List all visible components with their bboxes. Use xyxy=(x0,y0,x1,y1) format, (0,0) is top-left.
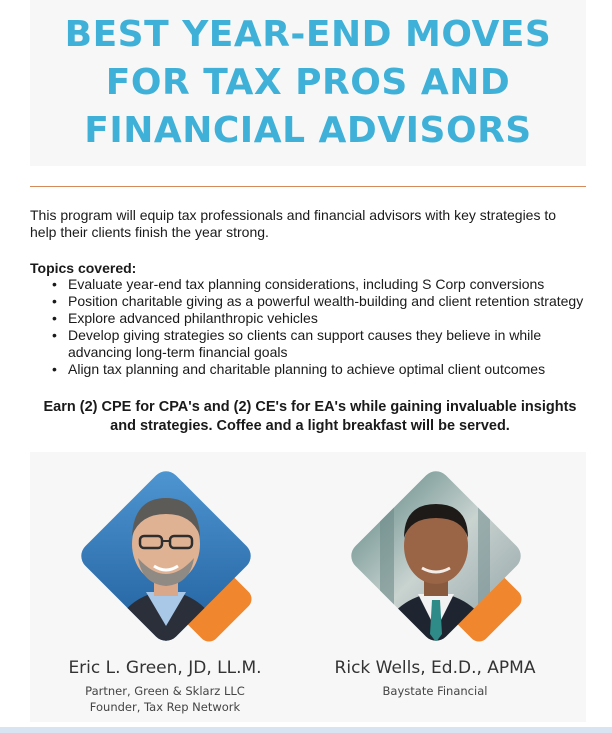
divider xyxy=(30,186,586,187)
speakers-section xyxy=(30,452,586,722)
bullet-icon: • xyxy=(52,361,57,377)
list-item xyxy=(30,310,590,327)
intro-paragraph: This program will equip tax professionals and financial advisors with key strategies to help their clients finish the year strong. xyxy=(30,207,557,240)
speaker-title: Partner, Green & Sklarz LLC xyxy=(85,684,245,698)
topic-text: Align tax planning and charitable planning to achieve optimal client outcomes xyxy=(68,361,546,377)
speaker-affiliation: Founder, Tax Rep Network xyxy=(89,700,241,714)
list-item xyxy=(30,293,590,310)
topic-text: Develop giving strategies so clients can support causes they believe in while advancing long-term financial goals xyxy=(68,327,542,360)
speaker-name: Rick Wells, Ed.D., APMA xyxy=(334,658,536,678)
topic-text: Explore advanced philanthropic vehicles xyxy=(68,310,318,326)
list-item xyxy=(30,361,590,378)
topics-list xyxy=(30,276,590,378)
speaker-photo-rick-wells xyxy=(338,458,534,654)
bullet-icon: • xyxy=(52,293,57,309)
speaker-card-eric-green xyxy=(30,452,300,722)
list-item xyxy=(30,327,590,361)
bottom-bar xyxy=(0,727,612,733)
bullet-icon: • xyxy=(52,276,57,292)
topics-heading: Topics covered: xyxy=(30,260,137,276)
banner-title-line-1: BEST YEAR-END MOVES xyxy=(64,14,552,55)
topic-text: Evaluate year-end tax planning considerations, including S Corp conversions xyxy=(68,276,545,292)
speaker-affiliation: Baystate Financial xyxy=(382,684,488,698)
credit-note: Earn (2) CPE for CPA's and (2) CE's for EA's while gaining invaluable insights and strategies. Coffee and a light breakfast will be served. xyxy=(43,399,577,434)
speaker-photo-eric-green xyxy=(68,458,264,654)
bullet-icon: • xyxy=(52,310,57,326)
speaker-name: Eric L. Green, JD, LL.M. xyxy=(68,658,262,678)
speaker-card-rick-wells xyxy=(300,452,570,722)
title-banner xyxy=(30,0,586,166)
banner-title-line-2: FOR TAX PROS AND xyxy=(105,62,511,103)
list-item xyxy=(30,276,590,293)
bullet-icon: • xyxy=(52,327,57,343)
topic-text: Position charitable giving as a powerful wealth-building and client retention strategy xyxy=(68,293,584,309)
banner-title-line-3: FINANCIAL ADVISORS xyxy=(84,110,532,151)
